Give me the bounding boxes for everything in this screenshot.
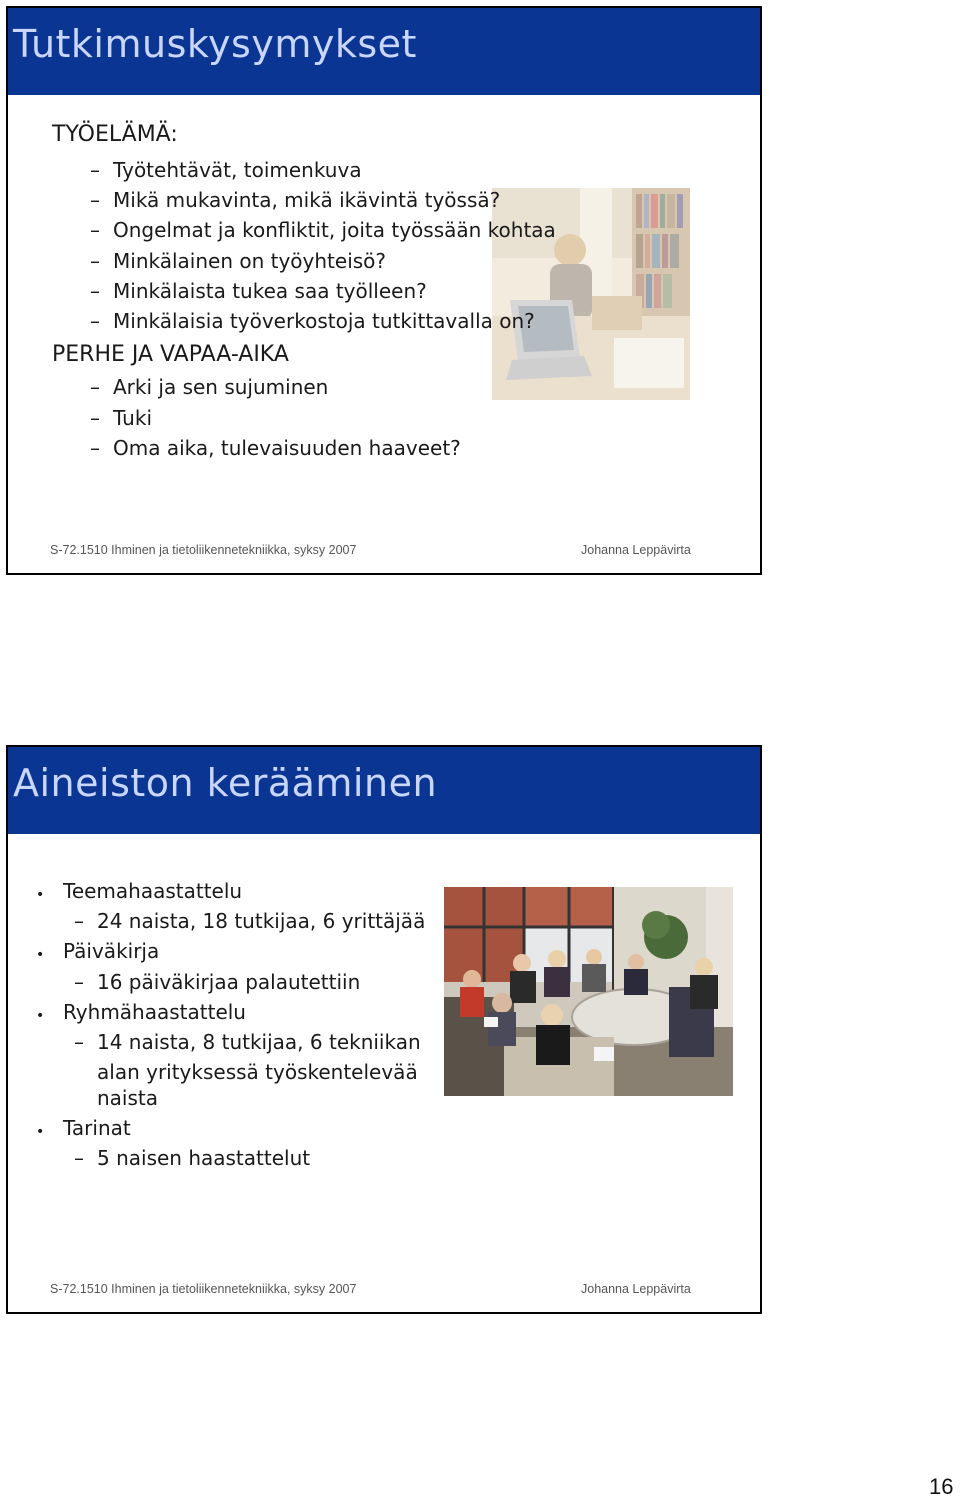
slide-footer-author: Johanna Leppävirta [581,543,691,557]
list-dash: – [90,406,100,430]
section-heading-perhe: PERHE JA VAPAA-AIKA [52,342,289,367]
list-item-continued: naista [97,1086,159,1110]
slide-title: Aineiston kerääminen [13,761,438,805]
list-dash: – [90,158,100,182]
bullet-dot: • [36,947,45,963]
page-number: 16 [929,1474,954,1499]
list-item: Ongelmat ja konfliktit, joita työssään kohtaa [113,218,556,242]
list-item: Minkälainen on työyhteisö? [113,249,387,273]
bullet-item: Teemahaastattelu [63,879,243,903]
list-dash: – [90,279,100,303]
list-dash: – [90,218,100,242]
slide-2 [6,745,762,1314]
list-dash: – [90,375,100,399]
list-item: 16 päiväkirjaa palautettiin [97,970,361,994]
bullet-item: Päiväkirja [63,939,160,963]
slide-header [8,8,760,95]
slide-1 [6,6,762,575]
bullet-item: Tarinat [63,1116,131,1140]
list-dash: – [90,188,100,212]
bullet-dot: • [36,887,45,903]
bullet-dot: • [36,1008,45,1024]
list-dash: – [90,309,100,333]
list-item-continued: alan yrityksessä työskentelevää [97,1060,418,1084]
group-interview-photo [444,887,733,1096]
list-dash: – [90,436,100,460]
list-dash: – [74,909,84,933]
list-item: 5 naisen haastattelut [97,1146,311,1170]
slide-footer-course: S-72.1510 Ihminen ja tietoliikennetekniikka, syksy 2007 [50,1282,357,1296]
list-item: Tuki [113,406,152,430]
list-item: Oma aika, tulevaisuuden haaveet? [113,436,461,460]
list-item: Työtehtävät, toimenkuva [113,158,362,182]
slide-footer-author: Johanna Leppävirta [581,1282,691,1296]
slide-footer-course: S-72.1510 Ihminen ja tietoliikennetekniikka, syksy 2007 [50,543,357,557]
list-dash: – [90,249,100,273]
section-heading-tyoelama: TYÖELÄMÄ: [52,122,178,147]
list-item: Mikä mukavinta, mikä ikävintä työssä? [113,188,501,212]
list-item: 24 naista, 18 tutkijaa, 6 yrittäjää [97,909,426,933]
bullet-item: Ryhmähaastattelu [63,1000,246,1024]
list-item: 14 naista, 8 tutkijaa, 6 tekniikan [97,1030,421,1054]
list-dash: – [74,970,84,994]
slide-header [8,747,760,834]
list-item: Arki ja sen sujuminen [113,375,329,399]
list-dash: – [74,1146,84,1170]
list-dash: – [74,1030,84,1054]
slide-title: Tutkimuskysymykset [13,22,417,66]
bullet-dot: • [36,1124,45,1140]
list-item: Minkälaisia työverkostoja tutkittavalla on? [113,309,535,333]
list-item: Minkälaista tukea saa työlleen? [113,279,427,303]
